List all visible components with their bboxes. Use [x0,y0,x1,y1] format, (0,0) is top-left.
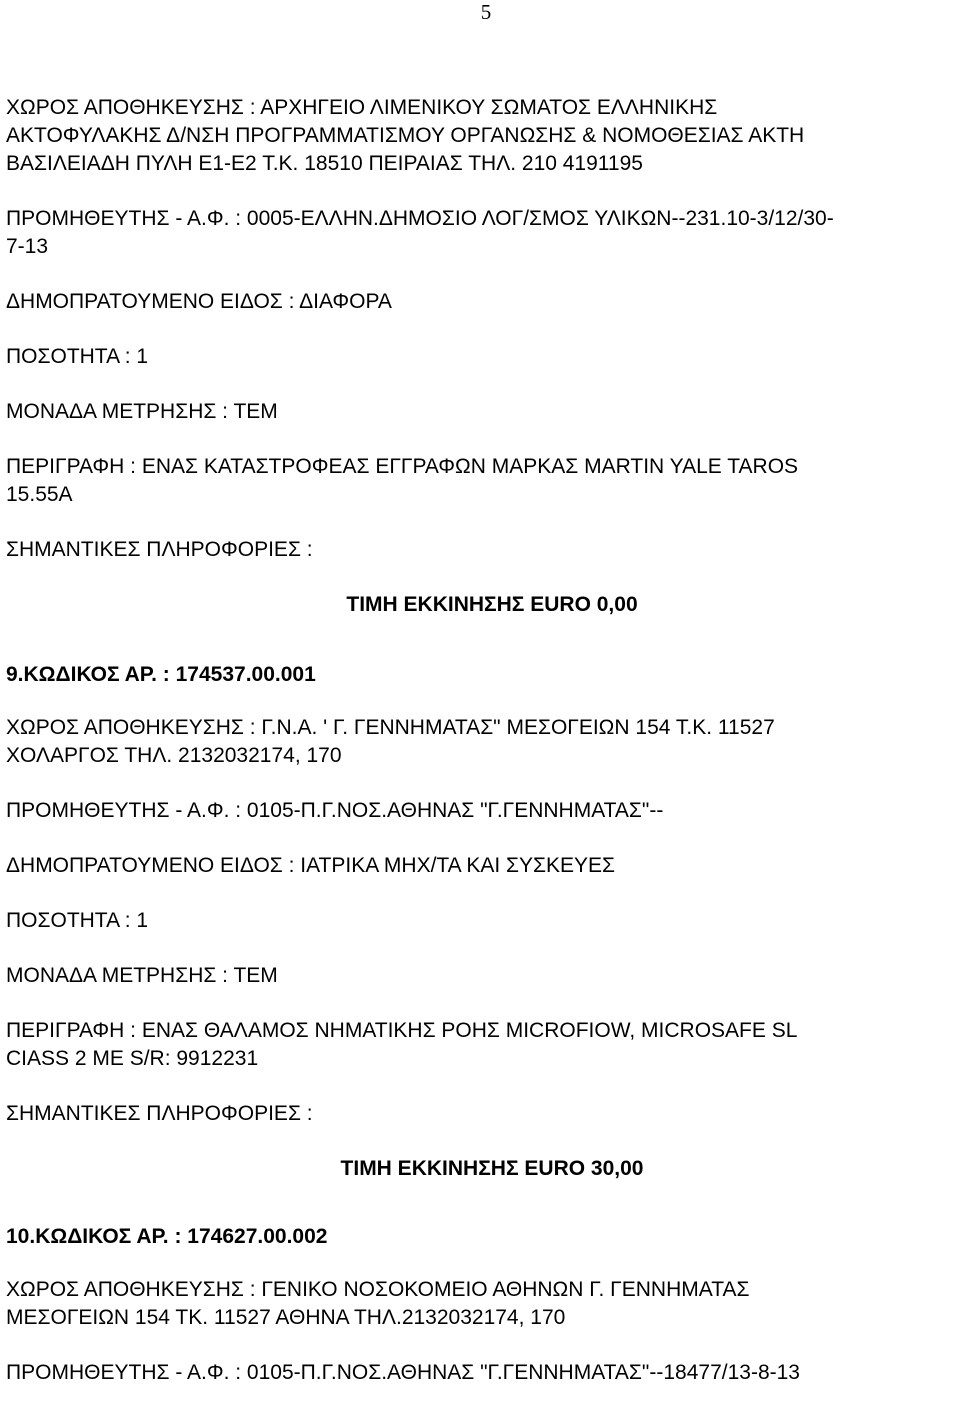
description-line: ΠΕΡΙΓΡΑΦΗ : ΕΝΑΣ ΚΑΤΑΣΤΡΟΦΕΑΣ ΕΓΓΡΑΦΩΝ ΜΑΡΚΑΣ MARTIN YALE TAROS [6,455,799,478]
entry-item [6,661,954,1183]
supplier-line: ΠΡΟΜΗΘΕΥΤΗΣ - Α.Φ. : 0105-Π.Γ.ΝΟΣ.ΑΘΗΝΑΣ "Γ.ΓΕΝΝΗΜΑΤΑΣ"--18477/13-8-13 [6,1361,800,1384]
entry-item [6,1223,954,1387]
storage-location-line: ΧΩΡΟΣ ΑΠΟΘΗΚΕΥΣΗΣ : ΑΡΧΗΓΕΙΟ ΛΙΜΕΝΙΚΟΥ ΣΩΜΑΤΟΣ ΕΛΛΗΝΙΚΗΣ [6,96,718,119]
item-code: 9.ΚΩΔΙΚΟΣ ΑΡ. : 174537.00.001 [6,663,316,686]
page-number-text: 5 [480,0,492,24]
item-type: ΔΗΜΟΠΡΑΤΟΥΜΕΝΟ ΕΙΔΟΣ : ΙΑΤΡΙΚΑ ΜΗΧ/ΤΑ ΚΑΙ ΣΥΣΚΕΥΕΣ [6,854,616,877]
description-line: 15.55A [6,483,73,506]
description-line: CIASS 2 ME S/R: 9912231 [6,1047,259,1070]
starting-price: ΤΙΜΗ ΕΚΚΙΝΗΣΗΣ EURO 30,00 [340,1157,644,1180]
quantity: ΠΟΣΟΤΗΤΑ : 1 [6,909,149,932]
storage-location-line: ΧΟΛΑΡΓΟΣ ΤΗΛ. 2132032174, 170 [6,744,342,767]
storage-location-line: ΧΩΡΟΣ ΑΠΟΘΗΚΕΥΣΗΣ : Γ.Ν.Α. ' Γ. ΓΕΝΝΗΜΑΤΑΣ" ΜΕΣΟΓΕΙΩΝ 154 Τ.Κ. 11527 [6,716,775,739]
entry-continued [6,94,954,619]
supplier-line: 7-13 [6,235,49,258]
important-info: ΣΗΜΑΝΤΙΚΕΣ ΠΛΗΡΟΦΟΡΙΕΣ : [6,1102,313,1125]
storage-location-line: ΧΩΡΟΣ ΑΠΟΘΗΚΕΥΣΗΣ : ΓΕΝΙΚΟ ΝΟΣΟΚΟΜΕΙΟ ΑΘΗΝΩΝ Γ. ΓΕΝΝΗΜΑΤΑΣ [6,1278,750,1301]
quantity: ΠΟΣΟΤΗΤΑ : 1 [6,345,149,368]
important-info: ΣΗΜΑΝΤΙΚΕΣ ΠΛΗΡΟΦΟΡΙΕΣ : [6,538,313,561]
unit-of-measure: ΜΟΝΑΔΑ ΜΕΤΡΗΣΗΣ : ΤΕΜ [6,400,278,423]
supplier-line: ΠΡΟΜΗΘΕΥΤΗΣ - Α.Φ. : 0105-Π.Γ.ΝΟΣ.ΑΘΗΝΑΣ "Γ.ΓΕΝΝΗΜΑΤΑΣ"-- [6,799,664,822]
unit-of-measure: ΜΟΝΑΔΑ ΜΕΤΡΗΣΗΣ : ΤΕΜ [6,964,278,987]
starting-price: ΤΙΜΗ ΕΚΚΙΝΗΣΗΣ EURO 0,00 [346,593,638,616]
description-line: ΠΕΡΙΓΡΑΦΗ : ΕΝΑΣ ΘΑΛΑΜΟΣ ΝΗΜΑΤΙΚΗΣ ΡΟΗΣ MICROFIOW, MICROSAFE SL [6,1019,798,1042]
storage-location-line: ΜΕΣΟΓΕΙΩΝ 154 ΤΚ. 11527 ΑΘΗΝΑ ΤΗΛ.2132032174, 170 [6,1306,566,1329]
storage-location-line: ΒΑΣΙΛΕΙΑΔΗ ΠΥΛΗ Ε1-Ε2 Τ.Κ. 18510 ΠΕΙΡΑΙΑΣ ΤΗΛ. 210 4191195 [6,152,643,175]
item-code: 10.ΚΩΔΙΚΟΣ ΑΡ. : 174627.00.002 [6,1225,328,1248]
item-type: ΔΗΜΟΠΡΑΤΟΥΜΕΝΟ ΕΙΔΟΣ : ΔΙΑΦΟΡΑ [6,290,392,313]
supplier-line: ΠΡΟΜΗΘΕΥΤΗΣ - Α.Φ. : 0005-ΕΛΛΗΝ.ΔΗΜΟΣΙΟ ΛΟΓ/ΣΜΟΣ ΥΛΙΚΩΝ--231.10-3/12/30- [6,207,834,230]
storage-location-line: ΑΚΤΟΦΥΛΑΚΗΣ Δ/ΝΣΗ ΠΡΟΓΡΑΜΜΑΤΙΣΜΟΥ ΟΡΓΑΝΩΣΗΣ & ΝΟΜΟΘΕΣΙΑΣ ΑΚΤΗ [6,124,805,147]
document-body [6,94,954,1387]
page-number [0,0,960,24]
